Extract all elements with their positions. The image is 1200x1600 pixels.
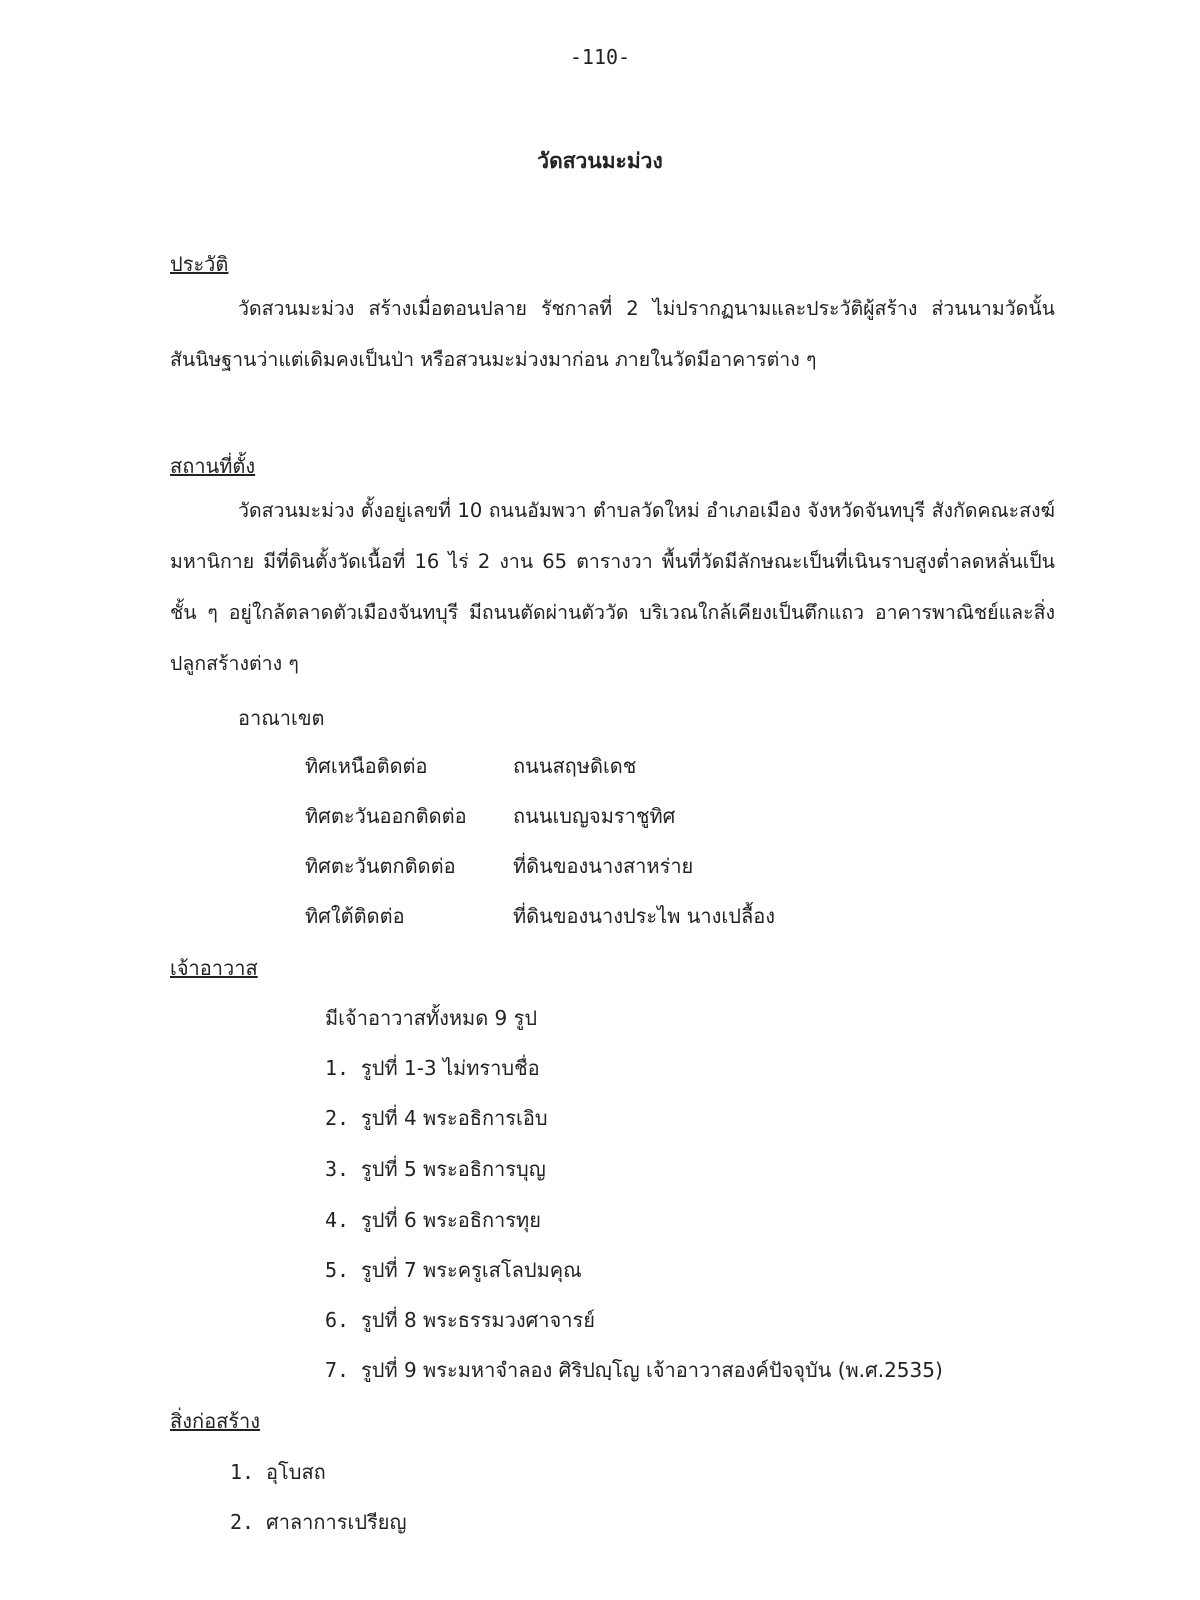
abbot-list-item (325, 1153, 546, 1185)
list-text: รูปที่ 5 พระอธิการบุญ (361, 1157, 546, 1181)
boundary-value: ถนนสฤษดิเดช (513, 754, 637, 778)
list-number: 4. (325, 1208, 350, 1232)
list-number: 5. (325, 1258, 350, 1282)
list-text: รูปที่ 1-3 ไม่ทราบชื่อ (361, 1056, 540, 1080)
list-number: 7. (325, 1358, 350, 1382)
list-text: อุโบสถ (266, 1460, 326, 1484)
history-paragraph (170, 283, 1055, 385)
boundary-value: ที่ดินของนางประไพ นางเปลื้อง (513, 904, 775, 928)
list-text: รูปที่ 6 พระอธิการทุย (361, 1208, 541, 1232)
location-text: วัดสวนมะม่วง ตั้งอยู่เลขที่ 10 ถนนอัมพวา ตำบลวัดใหม่ อำเภอเมือง จังหวัดจันทบุรี สังกัดคณะสงฆ์มหานิกาย มีที่ดินตั้งวัดเนื้อที่ 16 ไร่ 2 งาน 65 ตารางวา พื้นที่วัดมีลักษณะเป็นที่เนินราบสูงต่ำลดหลั่นเป็นชั้น ๆ อยู่ใกล้ตลาดตัวเมืองจันทบุรี มีถนนตัดผ่านตัววัด บริเวณใกล้เคียงเป็นตึกแถว อาคารพาณิชย์และสิ่งปลูกสร้างต่าง ๆ (170, 499, 1055, 675)
history-heading: ประวัติ (170, 252, 229, 276)
list-number: 6. (325, 1308, 350, 1332)
abbot-list-item (325, 1354, 943, 1386)
list-number: 1. (230, 1460, 255, 1484)
boundary-label: อาณาเขต (238, 706, 325, 730)
boundary-value: ถนนเบญจมราชูทิศ (513, 804, 676, 828)
buildings-heading: สิ่งก่อสร้าง (170, 1409, 261, 1433)
list-text: ศาลาการเปรียญ (266, 1510, 407, 1534)
abbot-list-item (325, 1052, 540, 1084)
list-number: 2. (325, 1106, 350, 1130)
list-number: 3. (325, 1157, 350, 1181)
boundary-direction: ทิศเหนือติดต่อ (305, 754, 428, 778)
list-text: รูปที่ 7 พระครูเสโลปมคุณ (361, 1258, 582, 1282)
list-number: 2. (230, 1510, 255, 1534)
abbot-list-item (325, 1204, 541, 1236)
boundary-direction: ทิศตะวันตกติดต่อ (305, 854, 456, 878)
abbots-intro: มีเจ้าอาวาสทั้งหมด 9 รูป (325, 1006, 538, 1030)
boundary-direction: ทิศใต้ติดต่อ (305, 904, 405, 928)
list-text: รูปที่ 9 พระมหาจำลอง ศิริปญฺโญ เจ้าอาวาสองค์ปัจจุบัน (พ.ศ.2535) (361, 1358, 943, 1382)
building-list-item (230, 1456, 326, 1488)
list-number: 1. (325, 1056, 350, 1080)
location-heading: สถานที่ตั้ง (170, 454, 256, 478)
abbot-list-item (325, 1304, 595, 1336)
building-list-item (230, 1506, 407, 1538)
abbots-heading: เจ้าอาวาส (170, 956, 258, 980)
page-title: วัดสวนมะม่วง (537, 149, 663, 173)
boundary-direction: ทิศตะวันออกติดต่อ (305, 804, 467, 828)
page-number: -110- (569, 45, 631, 69)
list-text: รูปที่ 8 พระธรรมวงศาจารย์ (361, 1308, 595, 1332)
boundary-value: ที่ดินของนางสาหร่าย (513, 854, 694, 878)
abbot-list-item (325, 1102, 548, 1134)
list-text: รูปที่ 4 พระอธิการเอิบ (361, 1106, 548, 1130)
abbot-list-item (325, 1254, 582, 1286)
location-paragraph (170, 485, 1055, 689)
history-text: วัดสวนมะม่วง สร้างเมื่อตอนปลาย รัชกาลที่ 2 ไม่ปรากฏนามและประวัติผู้สร้าง ส่วนนามวัดนั้น สันนิษฐานว่าแต่เดิมคงเป็นป่า หรือสวนมะม่วงมาก่อน ภายในวัดมีอาคารต่าง ๆ (170, 297, 1055, 371)
